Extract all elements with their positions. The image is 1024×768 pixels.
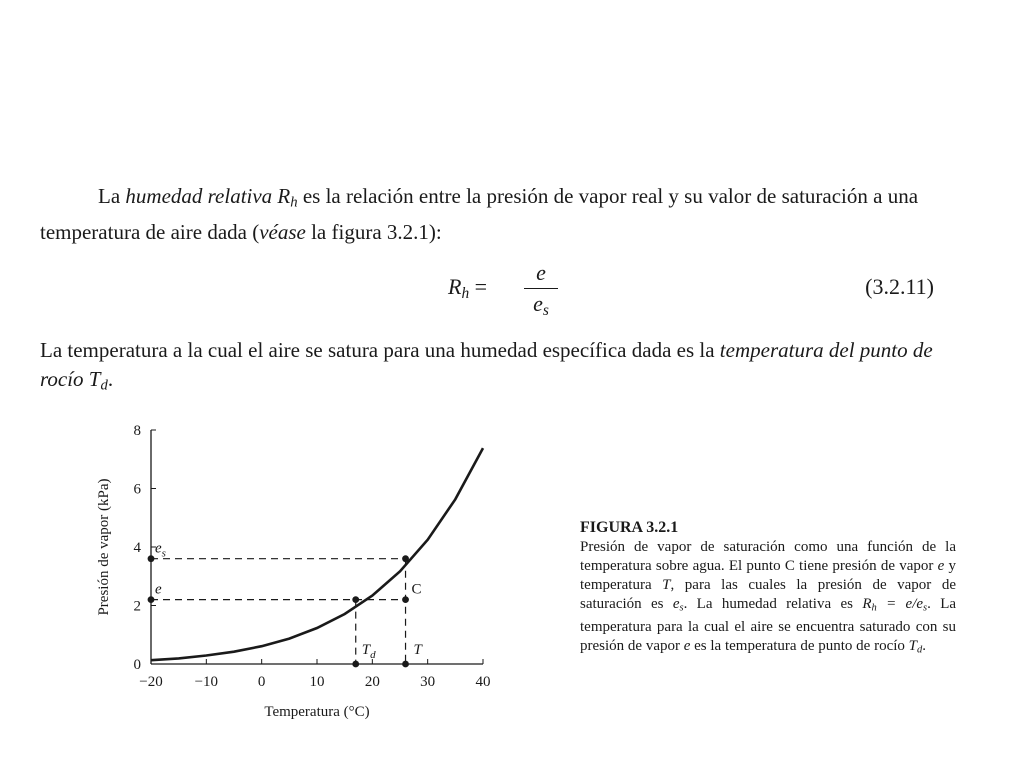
x-axis-label: Temperatura (°C) [264,704,370,720]
C-label: C [411,581,422,598]
x-tick-label: −10 [194,674,219,690]
eq-lhs-sub: h [461,284,470,302]
caption-e1: e [937,558,945,574]
vapor-pressure-chart [70,418,520,738]
caption-rh-eq-sub: s [923,602,928,614]
caption-end: . [922,637,926,654]
y-tick-label: 2 [133,598,141,615]
p1-see: véase [259,219,306,244]
e-label: e [155,581,162,598]
y-tick-label: 6 [133,481,141,498]
saturation-point [402,555,409,562]
p1-term-text: humedad relativa R [125,184,291,208]
p2-text: La temperatura a la cual el aire se satura para una humedad específica dada es la [40,338,715,362]
p1-lead: La [98,184,121,208]
chart-axes [96,423,491,720]
Td-label: $T_d$ [361,642,376,661]
y-tick-label: 4 [133,540,141,556]
eq-den-symbol: e [533,291,543,316]
caption-rh-symbol: R [862,596,872,612]
p1-rest2: la figura 3.2.1): [311,219,442,244]
T-axis-point [402,661,409,668]
caption-es-sub: s [679,602,684,614]
eq-denominator [524,289,558,319]
eq-equals: = [474,274,488,299]
eq-numerator: e [536,260,546,285]
caption-es [673,596,684,612]
x-tick-label: 10 [309,674,325,690]
caption-Td-symbol: T [908,637,917,654]
p1-term-sub: h [290,194,298,211]
caption-e2: e [683,637,691,654]
es-label: $e_s$ [155,540,166,560]
p1-rest1: es la relación entre la presión de vapor real y su valor de saturación a una temperatura de aire dada ( [40,184,919,244]
caption-b: y temperatura [580,558,956,593]
p1-term [125,184,298,211]
x-tick-label: 20 [364,674,380,690]
caption-c: , para las cuales la presión de vapor de saturación es [580,577,957,612]
caption-e: . La temperatura para la cual el aire se encuentra saturado con su presión de vapor [580,596,957,654]
caption-d: . La humedad relativa es [683,596,853,612]
equation-fraction [524,258,558,319]
eq-den-sub: s [542,301,549,319]
paragraph-dewpoint [40,336,950,401]
equation-3-2-11 [440,258,960,322]
p2-italic-sub: d [100,377,108,394]
es-axis-point [148,555,155,562]
y-axis-label: Presión de vapor (kPa) [96,478,112,616]
point-C [402,596,409,603]
paragraph-relative-humidity [40,182,950,247]
saturation-curve [151,448,483,660]
p2-end: . [107,367,114,391]
x-tick-label: 30 [420,674,436,690]
equation-number: (3.2.11) [865,274,934,299]
caption-T: T [662,577,671,593]
caption-rh-eq: = e/e [886,596,924,612]
p2-italic-text: temperatura del punto de rocío T [40,338,933,391]
caption-rh [862,596,927,612]
caption-f: es la temperatura de punto de rocío [694,637,905,654]
figure-caption [580,518,956,659]
caption-title: FIGURA 3.2.1 [580,519,679,536]
x-tick-label: 0 [257,674,266,690]
caption-Td-sub: d [916,644,923,656]
caption-rh-sub: h [871,602,877,614]
e-axis-point [148,596,155,603]
T-label: T [413,642,422,658]
eq-lhs-symbol: R [448,274,462,299]
caption-es-symbol: e [672,596,680,612]
equation-lhs [448,274,487,303]
y-tick-label: 8 [133,423,141,439]
y-tick-label: 0 [133,657,141,673]
Td-axis-point [352,661,359,668]
x-tick-label: 40 [475,674,491,690]
x-tick-label: −20 [139,674,163,690]
dewpoint-point [352,596,359,603]
caption-Td [909,638,923,654]
caption-a: Presión de vapor de saturación como una función de la temperatura sobre agua. El punto C tiene presión de vapor [580,539,956,574]
